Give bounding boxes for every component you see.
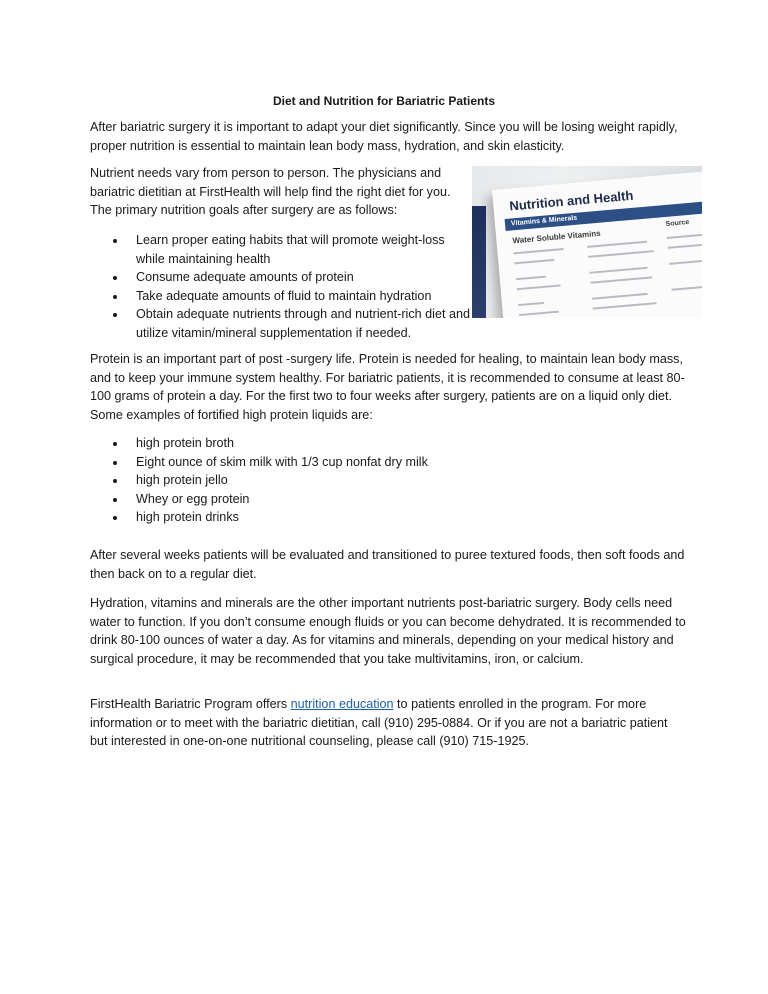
list-item: high protein jello <box>110 471 670 490</box>
card-text-line <box>514 248 564 254</box>
bullet-icon <box>113 479 117 483</box>
bullet-icon <box>113 516 117 520</box>
binder-edge <box>472 206 486 318</box>
protein-paragraph: Protein is an important part of post -surgery life. Protein is needed for healing, to maintain lean body mass, and to keep your immune system healthy. For bariatric patients, it is recommended to consume at least 80-100 grams of protein a day. For the first two to four weeks after surgery, patients are on a liquid only diet. Some examples of fortified high protein liquids are: <box>90 352 685 422</box>
card-text-line <box>668 243 702 249</box>
card-text-line <box>667 233 702 238</box>
card-title: Nutrition and Health <box>508 187 634 214</box>
card-band: Vitamins & Minerals <box>505 198 702 231</box>
card-text-line <box>516 276 546 281</box>
bullet-icon <box>113 313 117 317</box>
bullet-icon <box>113 498 117 502</box>
card-subhead-source: Source <box>665 218 690 228</box>
card-text-line <box>593 302 657 310</box>
nutrition-education-link[interactable]: nutrition education <box>290 697 394 711</box>
list-item: Eight ounce of skim milk with 1/3 cup nonfat dry milk <box>110 453 670 472</box>
bullet-icon <box>113 239 117 243</box>
card-text-line <box>587 241 647 248</box>
card-text-line <box>592 293 648 300</box>
card-text-line <box>514 259 554 264</box>
bullet-icon <box>113 295 117 299</box>
list-item: Whey or egg protein <box>110 490 670 509</box>
bullet-icon <box>113 461 117 465</box>
nutrient-needs-paragraph: Nutrient needs vary from person to person. The physicians and bariatric dietitian at FirstHealth will help find the right diet for you. The primary nutrition goals after surgery are as follows: <box>90 166 451 218</box>
card-text-line <box>590 276 652 283</box>
nutrition-card <box>492 169 702 318</box>
card-text-line <box>517 284 561 290</box>
bullet-icon <box>113 276 117 280</box>
card-text-line <box>671 285 702 290</box>
card-subhead: Water Soluble Vitamins <box>512 228 602 246</box>
nutrition-label-photo <box>472 166 702 318</box>
list-item: Obtain adequate nutrients through and nutrient-rich diet and utilize vitamin/mineral supplementation if needed. <box>110 305 470 342</box>
hydration-paragraph: Hydration, vitamins and minerals are the other important nutrients post-bariatric surgery. Body cells need water to function. If you don’t consume enough fluids or you can become dehydrated. It is recommended to drink 80-100 ounces of water a day. As for vitamins and minerals, depending on your medical history and surgical procedure, it may be recommended that you take multivitamins, iron, or calcium. <box>90 596 686 666</box>
goals-list <box>110 231 470 343</box>
page-title: Diet and Nutrition for Bariatric Patients <box>272 94 496 108</box>
list-item: high protein drinks <box>110 508 670 527</box>
list-item: Consume adequate amounts of protein <box>110 268 470 287</box>
bullet-icon <box>113 442 117 446</box>
card-text-line <box>588 250 654 258</box>
list-item: Take adequate amounts of fluid to maintain hydration <box>110 287 470 306</box>
card-text-line <box>590 267 648 274</box>
protein-liquids-list <box>110 434 670 527</box>
intro-paragraph: After bariatric surgery it is important to adapt your diet significantly. Since you will be losing weight rapidly, proper nutrition is essential to maintain lean body mass, hydration, and skin elasticity. <box>90 120 678 153</box>
card-text-line <box>518 302 544 306</box>
program-paragraph: FirstHealth Bariatric Program offers nutrition education to patients enrolled in the program. For more information or to meet with the bariatric dietitian, call (910) 295-0884. Or if you are not a bariatric patient but interested in one-on-one nutritional counseling, please call (910) 715-1925. <box>90 697 668 749</box>
list-item: high protein broth <box>110 434 670 453</box>
transition-paragraph: After several weeks patients will be evaluated and transitioned to puree textured foods, then soft foods and then back on to a regular diet. <box>90 548 685 581</box>
card-text-line <box>669 260 702 265</box>
list-item: Learn proper eating habits that will promote weight-loss while maintaining health <box>110 231 470 268</box>
card-text-line <box>519 311 559 316</box>
